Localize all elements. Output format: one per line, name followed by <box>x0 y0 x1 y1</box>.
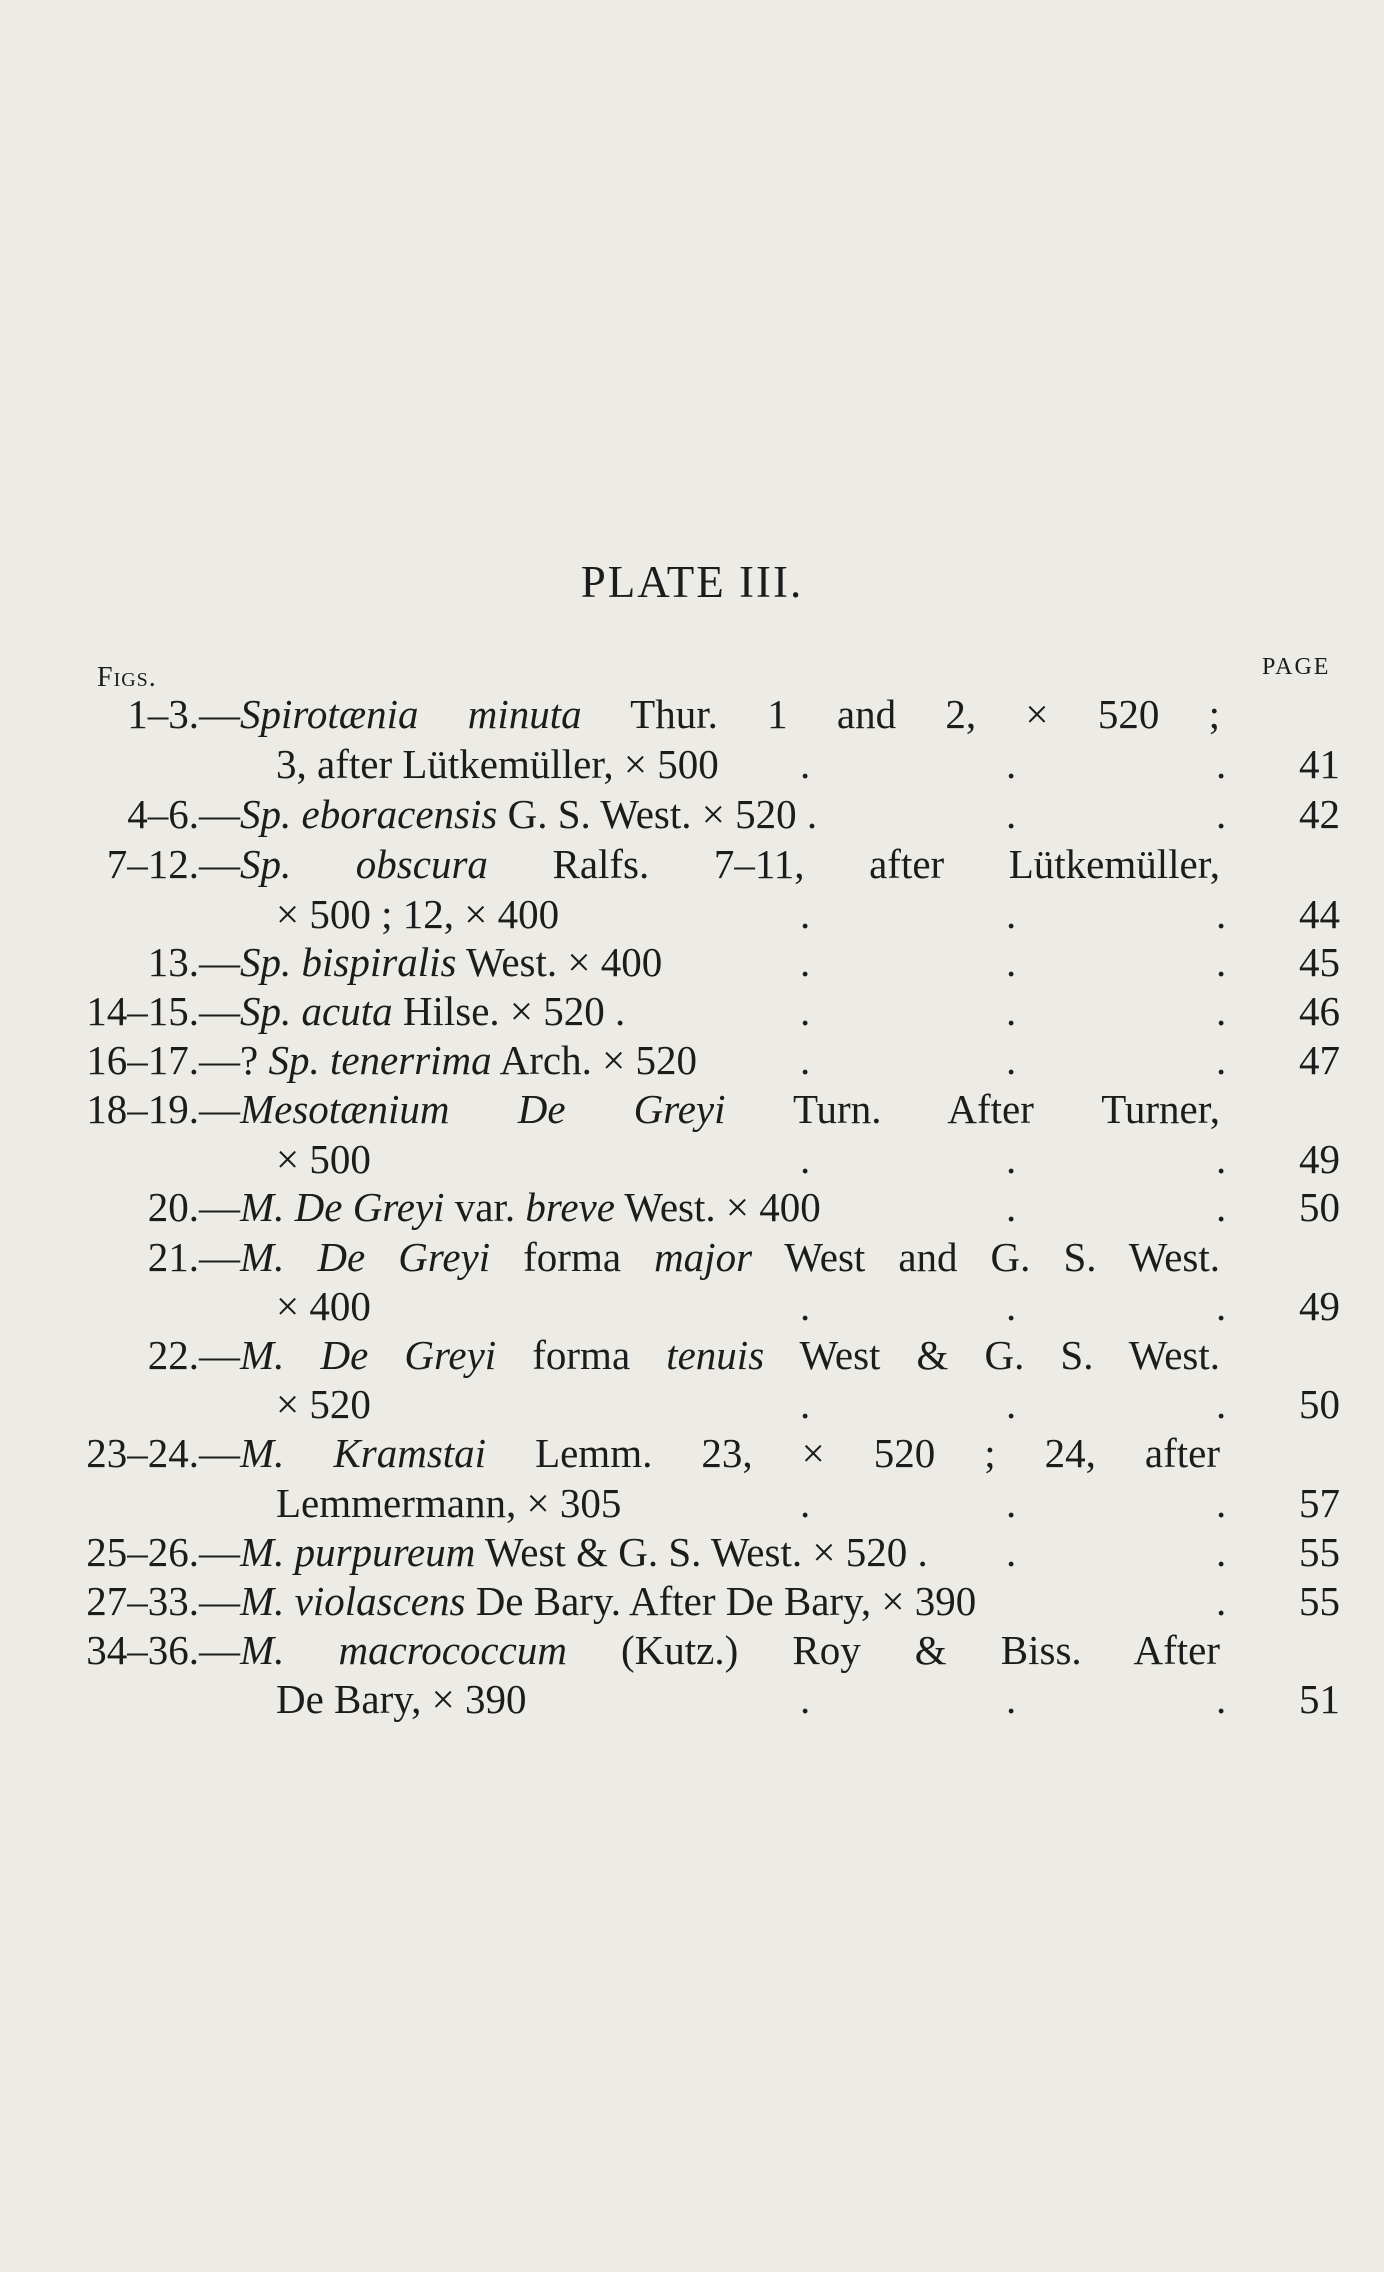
leader-dots <box>0 1479 1384 1528</box>
page-number: 50 <box>1299 1381 1340 1427</box>
figure-description: × 500 ; 12, × 400 <box>276 891 560 937</box>
figure-description: Sp. acuta Hilse. × 520 . <box>240 988 626 1034</box>
figs-column-header: Figs. <box>97 662 157 693</box>
leader-dot: . <box>800 1676 811 1722</box>
list-item <box>0 1429 1384 1478</box>
list-item <box>0 1626 1384 1675</box>
leader-dot: . <box>800 1136 811 1182</box>
leader-dots <box>0 1577 1384 1626</box>
leader-dot: . <box>1216 1184 1227 1230</box>
leader-dot: . <box>1006 791 1017 837</box>
page-number: 51 <box>1299 1676 1340 1722</box>
leader-dot: . <box>1006 988 1017 1034</box>
figure-description: Sp. eboracensis G. S. West. × 520 . <box>240 791 818 837</box>
leader-dots <box>0 1380 1384 1429</box>
list-item <box>0 1577 1384 1626</box>
figure-number: 34–36.— <box>86 1627 240 1673</box>
figure-number: 4–6.— <box>127 791 240 837</box>
leader-dot: . <box>1216 939 1227 985</box>
figure-number: 22.— <box>147 1332 240 1378</box>
list-item <box>0 1380 1384 1429</box>
leader-dot: . <box>1006 1136 1017 1182</box>
leader-dot: . <box>1216 891 1227 937</box>
figure-description: M. Kramstai Lemm. 23, × 520 ; 24, after <box>240 1430 1220 1476</box>
leader-dot: . <box>1006 1283 1017 1329</box>
leader-dot: . <box>1006 1037 1017 1083</box>
list-item <box>0 790 1384 839</box>
page-number: 41 <box>1299 741 1340 787</box>
leader-dot: . <box>800 741 811 787</box>
list-item <box>0 1183 1384 1232</box>
page-number: 47 <box>1299 1037 1340 1083</box>
leader-dot: . <box>1006 1381 1017 1427</box>
figure-description: M. De Greyi forma major West and G. S. West. <box>240 1234 1220 1280</box>
figure-description: M. De Greyi forma tenuis West & G. S. West. <box>240 1332 1220 1378</box>
list-item <box>0 690 1384 739</box>
leader-dots <box>0 1528 1384 1577</box>
leader-dots <box>0 1036 1384 1085</box>
page-number: 44 <box>1299 891 1340 937</box>
list-item <box>0 1675 1384 1724</box>
page-number: 46 <box>1299 988 1340 1034</box>
leader-dot: . <box>1216 1283 1227 1329</box>
leader-dot: . <box>800 939 811 985</box>
figure-description: Mesotænium De Greyi Turn. After Turner, <box>240 1086 1220 1132</box>
leader-dot: . <box>800 1381 811 1427</box>
figure-number: 7–12.— <box>106 841 240 887</box>
leader-dot: . <box>1006 741 1017 787</box>
leader-dots <box>0 790 1384 839</box>
figure-number: 23–24.— <box>86 1430 240 1476</box>
list-item <box>0 740 1384 789</box>
leader-dot: . <box>1006 939 1017 985</box>
leader-dot: . <box>1216 988 1227 1034</box>
page-number: 49 <box>1299 1283 1340 1329</box>
list-item <box>0 1479 1384 1528</box>
figure-number: 13.— <box>147 939 240 985</box>
figure-description: 3, after Lütkemüller, × 500 <box>276 741 719 787</box>
figure-description: Spirotænia minuta Thur. 1 and 2, × 520 ; <box>240 691 1220 737</box>
figure-description: ? Sp. tenerrima Arch. × 520 <box>240 1037 697 1083</box>
leader-dots <box>0 987 1384 1036</box>
leader-dot: . <box>1006 1529 1017 1575</box>
leader-dots <box>0 938 1384 987</box>
figure-description: M. De Greyi var. breve West. × 400 <box>240 1184 821 1230</box>
list-item <box>0 1282 1384 1331</box>
leader-dot: . <box>800 1037 811 1083</box>
leader-dot: . <box>1216 1381 1227 1427</box>
figure-description: Sp. obscura Ralfs. 7–11, after Lütkemüller, <box>240 841 1221 887</box>
leader-dot: . <box>800 988 811 1034</box>
figure-description: × 520 <box>276 1381 371 1427</box>
page-number: 49 <box>1299 1136 1340 1182</box>
leader-dots <box>0 1282 1384 1331</box>
figure-number: 18–19.— <box>86 1086 240 1132</box>
page-column-header: PAGE <box>1262 654 1331 680</box>
leader-dot: . <box>1216 1529 1227 1575</box>
leader-dot: . <box>800 891 811 937</box>
figure-description: × 500 <box>276 1136 371 1182</box>
list-item <box>0 938 1384 987</box>
figure-number: 20.— <box>147 1184 240 1230</box>
leader-dot: . <box>1006 1184 1017 1230</box>
leader-dot: . <box>1006 1676 1017 1722</box>
leader-dot: . <box>1216 1480 1227 1526</box>
figure-number: 21.— <box>147 1234 240 1280</box>
figure-number: 14–15.— <box>86 988 240 1034</box>
list-item <box>0 840 1384 889</box>
leader-dot: . <box>1216 1578 1227 1624</box>
figure-description: Lemmermann, × 305 <box>276 1480 622 1526</box>
leader-dot: . <box>1216 1136 1227 1182</box>
figure-description: M. macrococcum (Kutz.) Roy & Biss. After <box>240 1627 1220 1673</box>
leader-dot: . <box>800 1283 811 1329</box>
leader-dot: . <box>1216 1676 1227 1722</box>
leader-dots <box>0 890 1384 939</box>
figure-number: 27–33.— <box>86 1578 240 1624</box>
list-item <box>0 1085 1384 1134</box>
leader-dots <box>0 1135 1384 1184</box>
page-number: 45 <box>1299 939 1340 985</box>
figure-number: 1–3.— <box>127 691 240 737</box>
page-number: 55 <box>1299 1578 1340 1624</box>
figure-description: × 400 <box>276 1283 371 1329</box>
page-number: 50 <box>1299 1184 1340 1230</box>
figure-number: 25–26.— <box>86 1529 240 1575</box>
figure-description: Sp. bispiralis West. × 400 <box>240 939 663 985</box>
list-item <box>0 1233 1384 1282</box>
leader-dots <box>0 740 1384 789</box>
leader-dot: . <box>1216 1037 1227 1083</box>
leader-dots <box>0 1183 1384 1232</box>
list-item <box>0 987 1384 1036</box>
list-item <box>0 1331 1384 1380</box>
figure-description: De Bary, × 390 <box>276 1676 527 1722</box>
leader-dot: . <box>1216 741 1227 787</box>
page-number: 55 <box>1299 1529 1340 1575</box>
leader-dot: . <box>1006 891 1017 937</box>
figure-description: M. purpureum West & G. S. West. × 520 . <box>240 1529 928 1575</box>
leader-dot: . <box>1216 791 1227 837</box>
list-item <box>0 1036 1384 1085</box>
leader-dot: . <box>800 1480 811 1526</box>
plate-title: PLATE III. <box>580 557 804 607</box>
list-item <box>0 1135 1384 1184</box>
leader-dot: . <box>1006 1480 1017 1526</box>
leader-dots <box>0 1675 1384 1724</box>
figure-description: M. violascens De Bary. After De Bary, × 390 <box>240 1578 977 1624</box>
page-number: 57 <box>1299 1480 1340 1526</box>
figure-number: 16–17.— <box>86 1037 240 1083</box>
list-item <box>0 1528 1384 1577</box>
list-item <box>0 890 1384 939</box>
page-number: 42 <box>1299 791 1340 837</box>
